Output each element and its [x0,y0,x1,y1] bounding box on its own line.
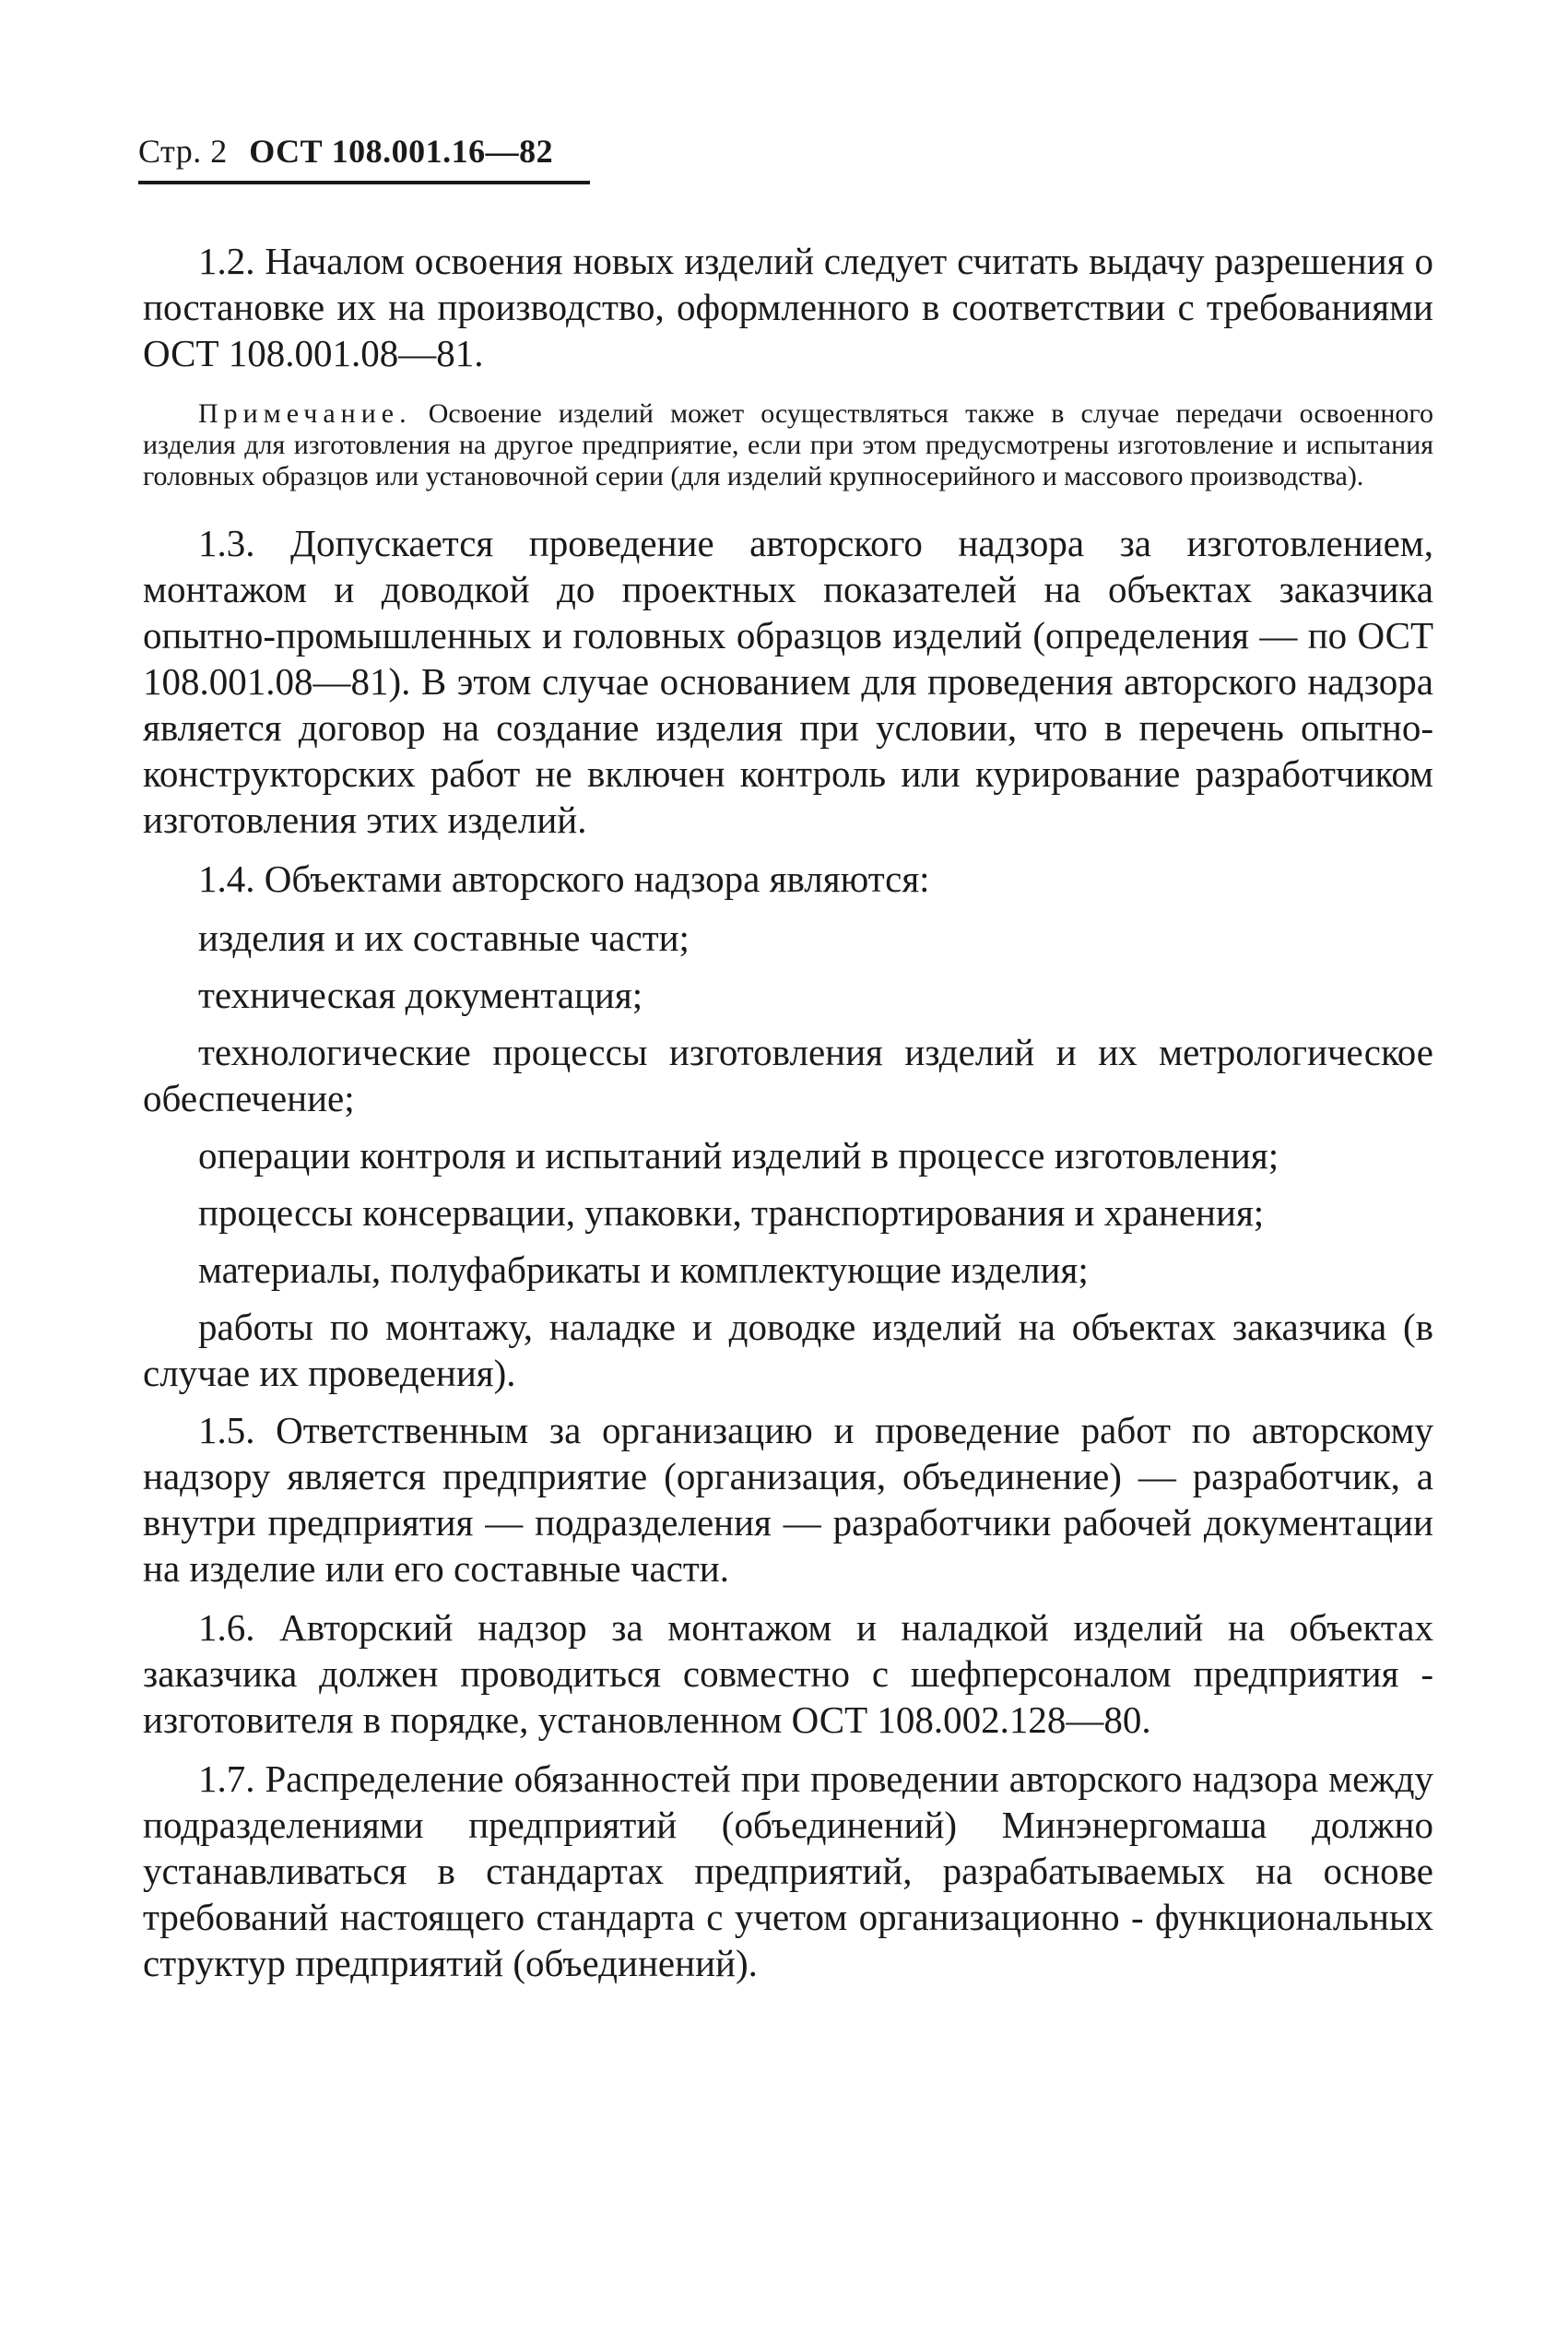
clause-1-5: 1.5. Ответственным за организацию и проведение работ по авторскому надзору является предприятие (организация, объединение) — разработчик, а внутри предприятия — подразделения — разработчики рабочей документации на изделие или его составные части. [143,1409,1433,1590]
clause-1-6: 1.6. Авторский надзор за монтажом и наладкой изделий на объектах заказчика должен проводиться совместно с шефперсоналом предприятия - изготовителя в порядке, установленном ОСТ 108.002.128—80. [143,1606,1433,1741]
standard-designation: ОСТ 108.001.16—82 [249,133,554,170]
page-number: Стр. 2 [138,133,228,170]
list-item: процессы консервации, упаковки, транспортирования и хранения; [198,1191,1265,1234]
clause-1-2: 1.2. Началом освоения новых изделий следует считать выдачу разрешения о постановке их на производство, оформленного в соответствии с требованиями ОСТ 108.001.08—81. [143,240,1433,374]
list-item: работы по монтажу, наладке и доводке изделий на объектах заказчика (в случае их проведения). [143,1306,1433,1394]
note-label: Примечание. [198,398,412,429]
list-item: операции контроля и испытаний изделий в процессе изготовления; [198,1134,1279,1177]
list-item: техническая документация; [198,974,643,1016]
clause-1-3: 1.3. Допускается проведение авторского надзора за изготовлением, монтажом и доводкой до проектных показателей на объектах заказчика опытно-промышленных и головных образцов изделий (определения — по ОСТ 108.001.08—81). В этом случае основанием для проведения авторского надзора является договор на создание изделия при условии, что в перечень опытно-конструкторских работ не включен контроль или курирование разработчиком изготовления этих изделий. [143,522,1433,841]
list-item: материалы, полуфабрикаты и комплектующие изделия; [198,1248,1089,1291]
header-rule [138,181,590,184]
clause-1-4: 1.4. Объектами авторского надзора являются: [198,858,930,900]
list-item: изделия и их составные части; [198,917,690,959]
running-head [138,129,553,173]
list-item: технологические процессы изготовления изделий и их метрологическое обеспечение; [143,1031,1433,1119]
note-text: Освоение изделий может осуществляться также в случае передачи освоенного изделия для изготовления на другое предприятие, если при этом предусмотрены изготовление и испытания головных образцов или установочной серии (для изделий крупносерийного и массового производства). [143,398,1433,491]
document-body [143,238,1433,1999]
note [143,398,1433,492]
clause-1-7: 1.7. Распределение обязанностей при проведении авторского надзора между подразделениями предприятий (объединений) Минэнергомаша должно устанавливаться в стандартах предприятий, разрабатываемых на основе требований настоящего стандарта с учетом организационно - функциональных структур предприятий (объединений). [143,1757,1433,1984]
